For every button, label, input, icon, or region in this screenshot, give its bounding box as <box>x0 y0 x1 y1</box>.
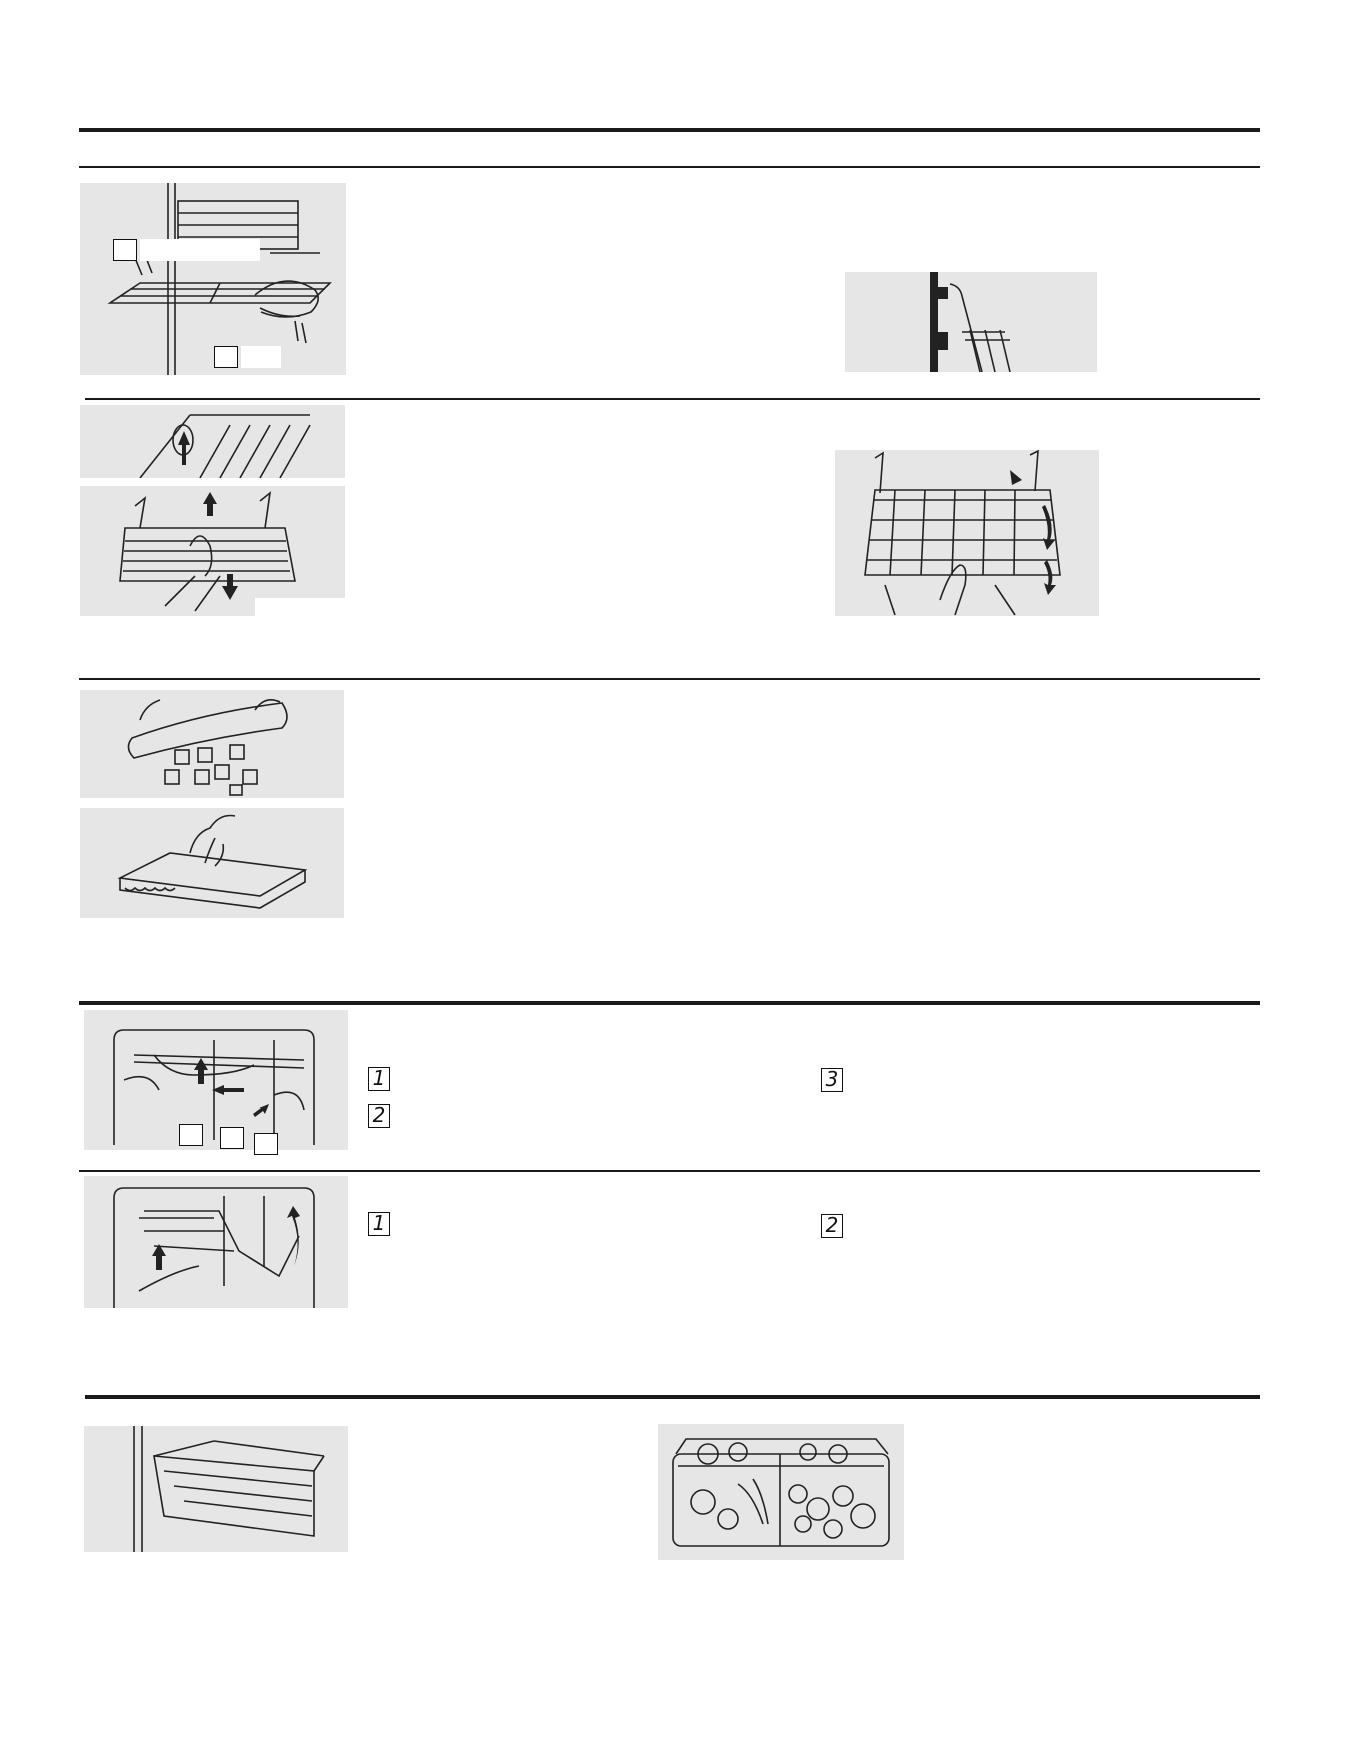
callout-box-3 <box>254 1133 278 1155</box>
shelf-label-box <box>255 598 345 616</box>
callout-box-a <box>113 239 137 261</box>
section-rule-1 <box>85 398 1260 400</box>
callout-label-b <box>241 346 281 368</box>
wire-shelf-lift-illustration <box>80 405 345 478</box>
wire-shelf-remove-illustration <box>80 486 345 616</box>
wire-shelf-reinstall-illustration <box>835 450 1099 616</box>
section-rule-4 <box>79 1170 1260 1172</box>
step-2-marker-b: 2 <box>821 1214 843 1238</box>
ice-tray-fill-illustration <box>80 808 344 918</box>
section-rule-2 <box>79 678 1260 680</box>
top-rule-thin <box>79 166 1260 168</box>
crisper-drawer-illustration <box>84 1426 348 1552</box>
step-2-marker: 2 <box>368 1104 390 1128</box>
section-rule-3 <box>79 1001 1260 1005</box>
freezer-shelf-reinstall-illustration <box>84 1176 348 1308</box>
step-3-marker: 3 <box>821 1068 843 1092</box>
crisper-bins-illustration <box>658 1424 904 1560</box>
step-1-marker-b: 1 <box>368 1212 390 1236</box>
callout-box-2 <box>220 1127 244 1149</box>
callout-box-1 <box>179 1124 203 1146</box>
freezer-shelf-remove-illustration <box>84 1010 348 1150</box>
shelf-hook-illustration <box>845 272 1097 372</box>
step-1-marker: 1 <box>368 1067 390 1091</box>
section-rule-5 <box>85 1395 1260 1399</box>
top-rule-thick <box>79 128 1260 132</box>
callout-box-b <box>214 346 238 368</box>
ice-tray-twist-illustration <box>80 690 344 798</box>
refrigerator-shelf-illustration <box>80 183 346 375</box>
callout-label-a <box>140 239 260 261</box>
